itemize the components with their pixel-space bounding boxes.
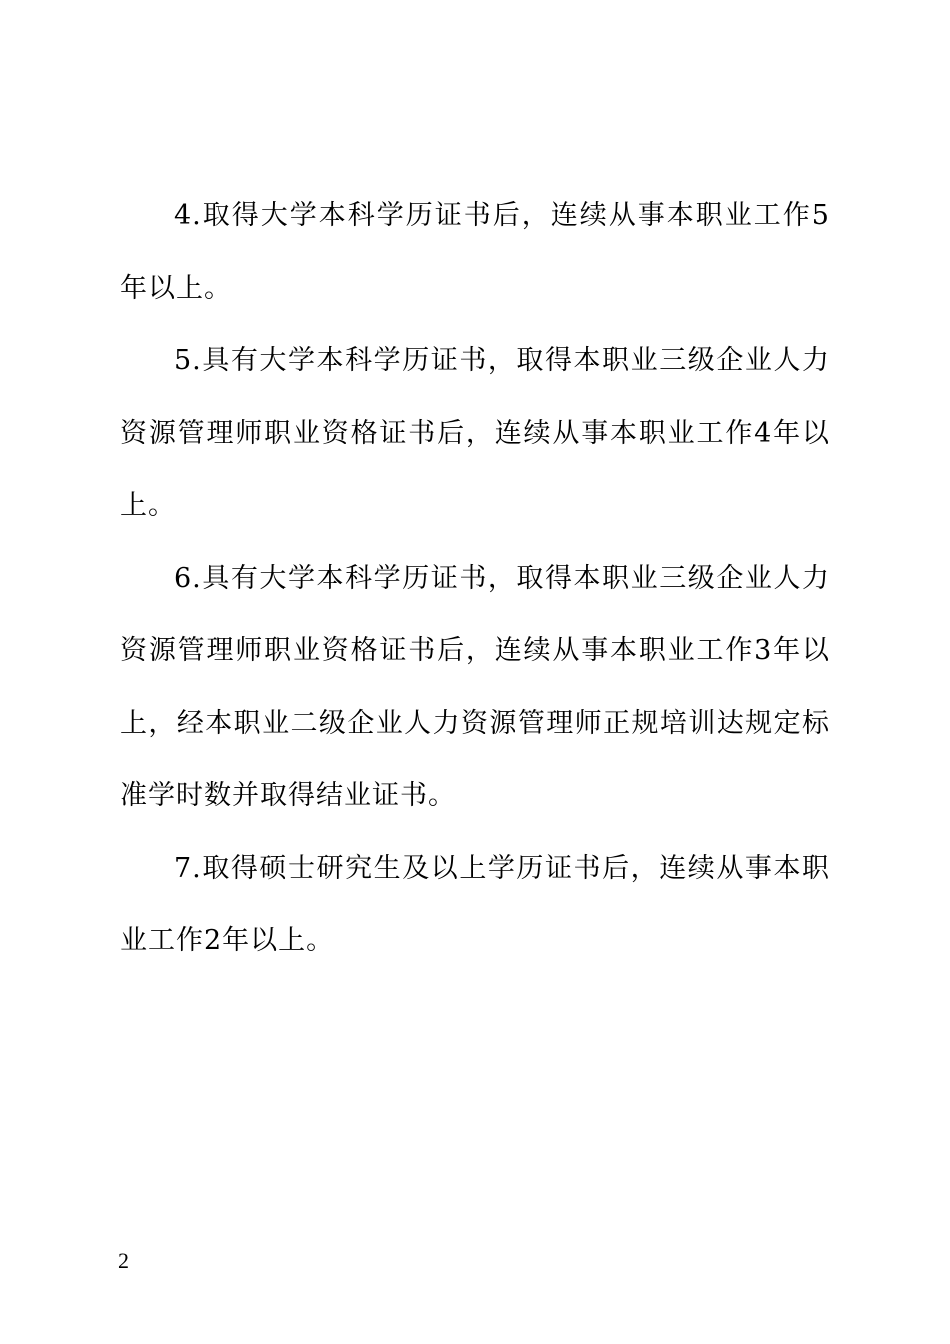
paragraph-item-4: 4.取得大学本科学历证书后，连续从事本职业工作5年以上。 (120, 200, 830, 304)
paragraph-item-7: 7.取得硕士研究生及以上学历证书后，连续从事本职业工作2年以上。 (120, 852, 830, 956)
paragraph-item-6: 6.具有大学本科学历证书，取得本职业三级企业人力资源管理师职业资格证书后，连续从事本职业工作3年以上，经本职业二级企业人力资源管理师正规培训达规定标准学时数并取得结业证书。 (120, 562, 830, 811)
paragraph-item-5: 5.具有大学本科学历证书，取得本职业三级企业人力资源管理师职业资格证书后，连续从事本职业工作4年以上。 (120, 345, 830, 521)
body-text (120, 180, 830, 978)
page-number: 2 (118, 1248, 129, 1273)
